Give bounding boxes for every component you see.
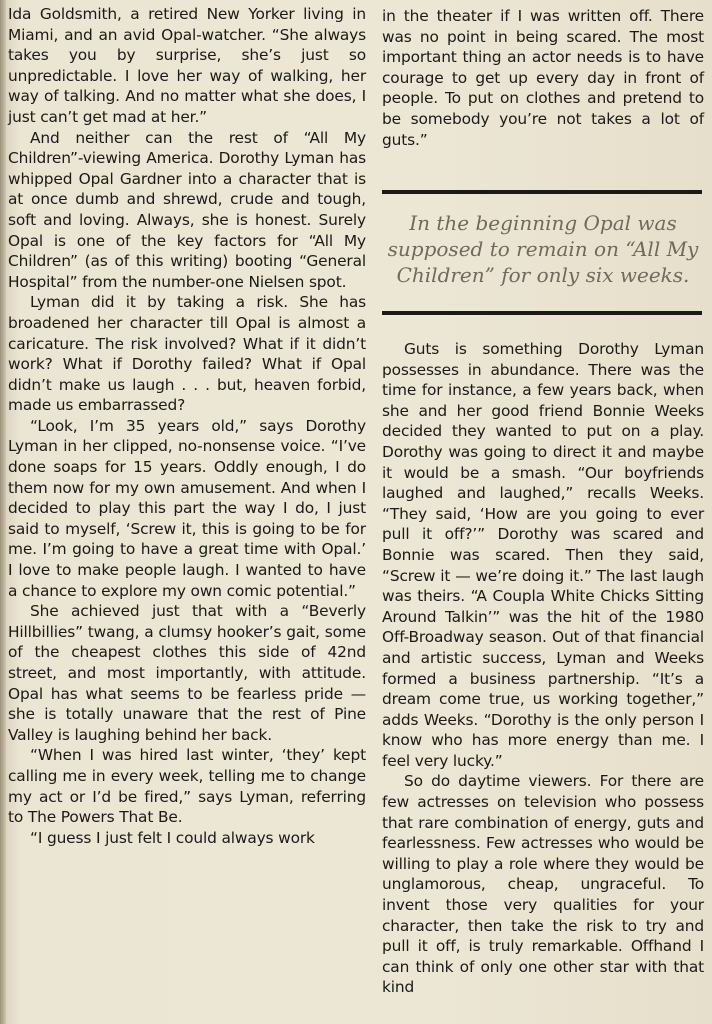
paragraph-guts: Guts is something Dorothy Lyman possesses in abundance. There was the time for instance, a few years back, when she and her good friend Bonnie Weeks decided they wanted to put on a play. Dorothy was going to direct it and maybe it would be a smash. “Our boyfriends laughed and laughed,” recalls Weeks. “They said, ‘How are you going to ever pull it off?’” Dorothy was scared and Bonnie was scared. Then they said, “Screw it — we’re doing it.” The last laugh was theirs. “A Coupla White Chicks Sitting Around Talkin’” was the hit of the 1980 Off-Broadway season. Out of that financial and artistic success, Lyman and Weeks formed a business partnership. “It’s a dream come true, us working together,” adds Weeks. “Dorothy is the only person I know who has more energy than me. I feel very lucky.” — [382, 340, 704, 770]
paragraph-goldsmith-quote: Ida Goldsmith, a retired New Yorker living in Miami, and an avid Opal-watcher. “She always takes you by surprise, she’s just so unpredictable. I love her way of walking, her way of talking. And no matter what she does, I just can’t get mad at her.” — [8, 5, 366, 126]
pull-quote-line-2: supposed to remain on “All My — [387, 237, 699, 261]
paragraph-daytime-viewers: So do daytime viewers. For there are few actresses on television who possess that rare combination of energy, guts and fearlessness. Few actresses who would be willing to play a role where they would be unglamorous, cheap, ungraceful. To invent those very qualities for your character, then take the risk to try and pull it off, is truly remarkable. Offhand I can think of only one other star with that kind — [382, 772, 704, 997]
pull-quote-line-1: In the beginning Opal was — [409, 211, 677, 235]
right-column-top — [382, 6, 704, 150]
pull-quote — [382, 210, 704, 288]
paragraph-when-hired: “When I was hired last winter, ‘they’ kept calling me in every week, telling me to change my act or I’d be fired,” says Lyman, referring to The Powers That Be. — [8, 746, 366, 827]
paragraph-neither-can: And neither can the rest of “All My Children”-viewing America. Dorothy Lyman has whipped Opal Gardner into a character that is at once dumb and shrewd, crude and tough, soft and loving. Always, she is honest. Surely Opal is one of the key factors for “All My Children” (as of this writing) booting “General Hospital” from the number-one Nielsen spot. — [8, 128, 366, 291]
right-column-bottom — [382, 339, 704, 998]
pull-quote-top-rule — [382, 190, 702, 194]
left-column — [8, 4, 366, 848]
pull-quote-line-3: Children” for only six weeks. — [396, 263, 690, 287]
paragraph-theater: in the theater if I was written off. There was no point in being scared. The most important thing an actor needs is to have courage to get up every day in front of people. To put on clothes and pretend to be somebody you’re not takes a lot of guts.” — [382, 7, 704, 149]
paragraph-look-35: “Look, I’m 35 years old,” says Dorothy Lyman in her clipped, no-nonsense voice. “I’ve done soaps for 15 years. Oddly enough, I do them now for my own amusement. And when I decided to play this part the way I do, I just said to myself, ‘Screw it, this is going to be for me. I’m going to have a great time with Opal.’ I love to make people laugh. I wanted to have a chance to explore my own comic potential.” — [8, 416, 366, 600]
paragraph-achieved: She achieved just that with a “Beverly Hillbillies” twang, a clumsy hooker’s gait, some of the cheapest clothes this side of 42nd street, and most importantly, with attitude. Opal has what seems to be fearless pride — she is totally unaware that the rest of Pine Valley is laughing behind her back. — [8, 602, 366, 744]
page-spine-shadow — [0, 0, 6, 1024]
paragraph-guess-work: “I guess I just felt I could always work — [30, 828, 315, 847]
pull-quote-bottom-rule — [382, 311, 702, 315]
paragraph-taking-risk: Lyman did it by taking a risk. She has broadened her character till Opal is almost a caricature. The risk involved? What if it didn’t work? What if Dorothy failed? What if Opal didn’t make us laugh . . . but, heaven forbid, made us embarrassed? — [8, 293, 366, 415]
